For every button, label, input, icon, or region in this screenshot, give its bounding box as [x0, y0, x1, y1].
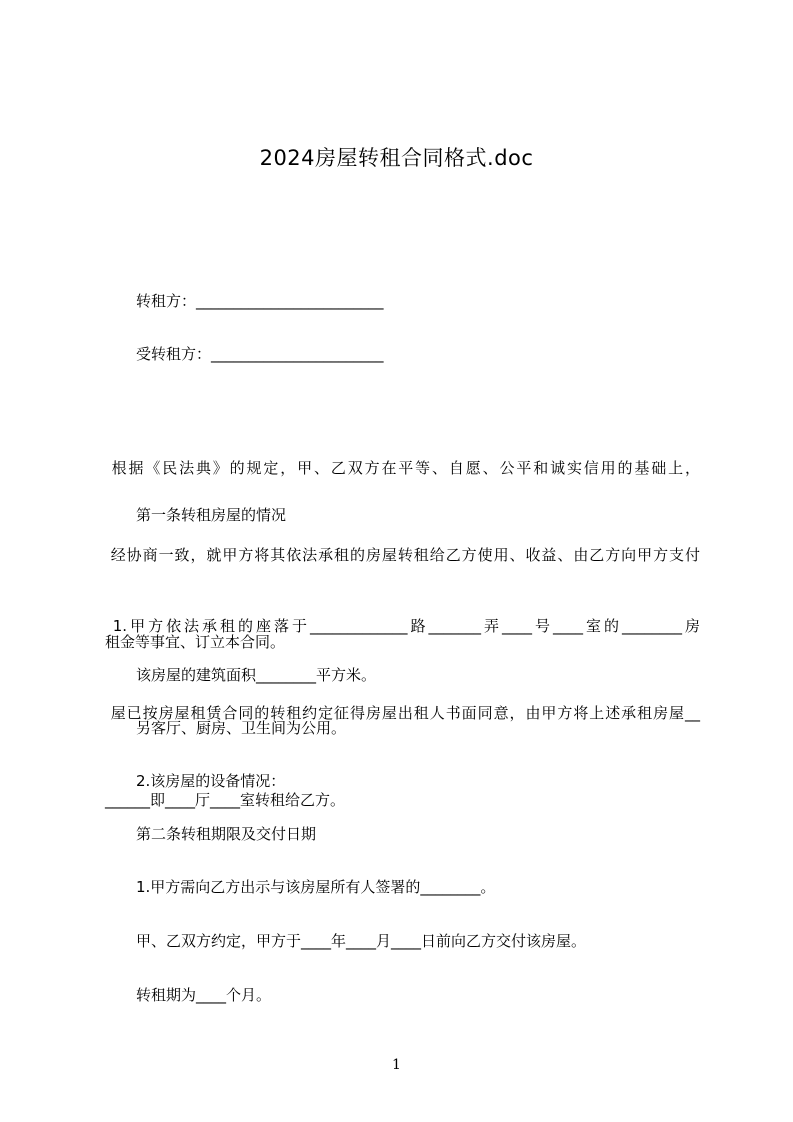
delivery-date-line: 甲、乙双方约定，甲方于____年____月____日前向乙方交付该房屋。 — [136, 932, 587, 950]
equipment-line: 2.该房屋的设备情况： — [136, 772, 286, 790]
article-1-item-1-line-1: 1.甲方依法承租的座落于_____________路_______弄____号____室的________房 — [105, 617, 700, 635]
article-1-item-1-line-3: ______即____厅____室转租给乙方。 — [105, 791, 346, 809]
sublessor-line: 转租方：_________________________ — [136, 292, 384, 310]
shared-areas-line: 另客厅、厨房、卫生间为公用。 — [136, 719, 347, 737]
sublease-term-line: 转租期为____个月。 — [136, 986, 272, 1004]
article-2-item-1-line: 1.甲方需向乙方出示与该房屋所有人签署的________。 — [136, 878, 496, 896]
sublessee-line: 受转租方：_______________________ — [136, 345, 384, 363]
article-1-item-1-line-2: 屋已按房屋租赁合同的转租约定征得房屋出租人书面同意，由甲方将上述承租房屋__ — [105, 704, 700, 722]
document-title: 2024房屋转租合同格式.doc — [259, 146, 534, 170]
page-number: 1 — [392, 1057, 401, 1073]
building-area-line: 该房屋的建筑面积________平方米。 — [136, 666, 377, 684]
preamble-line-2: 经协商一致，就甲方将其依法承租的房屋转租给乙方使用、收益、由乙方向甲方支付 — [105, 546, 700, 564]
article-1-heading: 第一条转租房屋的情况 — [136, 506, 287, 524]
preamble-line-1: 根据《民法典》的规定，甲、乙双方在平等、自愿、公平和诚实信用的基础上， — [105, 459, 700, 477]
article-2-heading: 第二条转租期限及交付日期 — [136, 825, 317, 843]
preamble-line-3: 租金等事宜、订立本合同。 — [105, 633, 286, 651]
